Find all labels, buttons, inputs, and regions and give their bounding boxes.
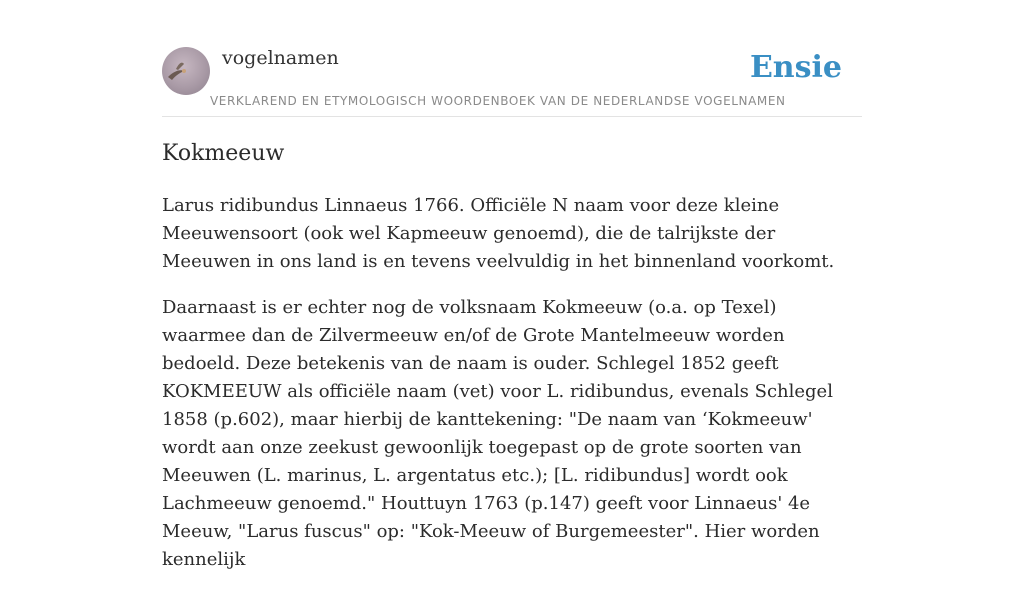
dictionary-avatar[interactable] — [162, 47, 210, 95]
entry-title: Kokmeeuw — [162, 141, 285, 166]
page — [162, 0, 862, 570]
dictionary-subtitle: VERKLAREND EN ETYMOLOGISCH WOORDENBOEK VAN DE NEDERLANDSE VOGELNAMEN — [210, 94, 786, 108]
dictionary-name[interactable]: vogelnamen — [222, 47, 339, 69]
dictionary-header — [162, 0, 862, 117]
entry-paragraph: Larus ridibundus Linnaeus 1766. Officiële N naam voor deze kleine Meeuwensoort (ook wel Kapmeeuw genoemd), die de talrijkste der Meeuwen in ons land is en tevens veelvuldig in het binnenland voorkomt. — [162, 195, 835, 272]
entry-paragraph: Daarnaast is er echter nog de volksnaam Kokmeeuw (o.a. op Texel) waarmee dan de Zilvermeeuw en/of de Grote Mantelmeeuw worden bedoeld. Deze betekenis van de naam is ouder. Schlegel 1852 geeft KOKMEEUW als officiële naam (vet) voor L. ridibundus, evenals Schlegel 1858 (p.602), maar hierbij de kanttekening: "De naam van ‘Kokmeeuw' wordt aan onze zeekust gewoonlijk toegepast op de grote soorten van Meeuwen (L. marinus, L. argentatus etc.); [L. ridibundus] wordt ook Lachmeeuw genoemd." Houttuyn 1763 (p.147) geeft voor Linnaeus' 4e Meeuw, "Larus fuscus" op: "Kok-Meeuw of Burgemeester". Hier worden kennelijk — [162, 297, 833, 570]
bird-icon — [162, 47, 210, 95]
entry-body — [162, 192, 862, 592]
ensie-logo-link[interactable]: Ensie — [749, 50, 842, 85]
